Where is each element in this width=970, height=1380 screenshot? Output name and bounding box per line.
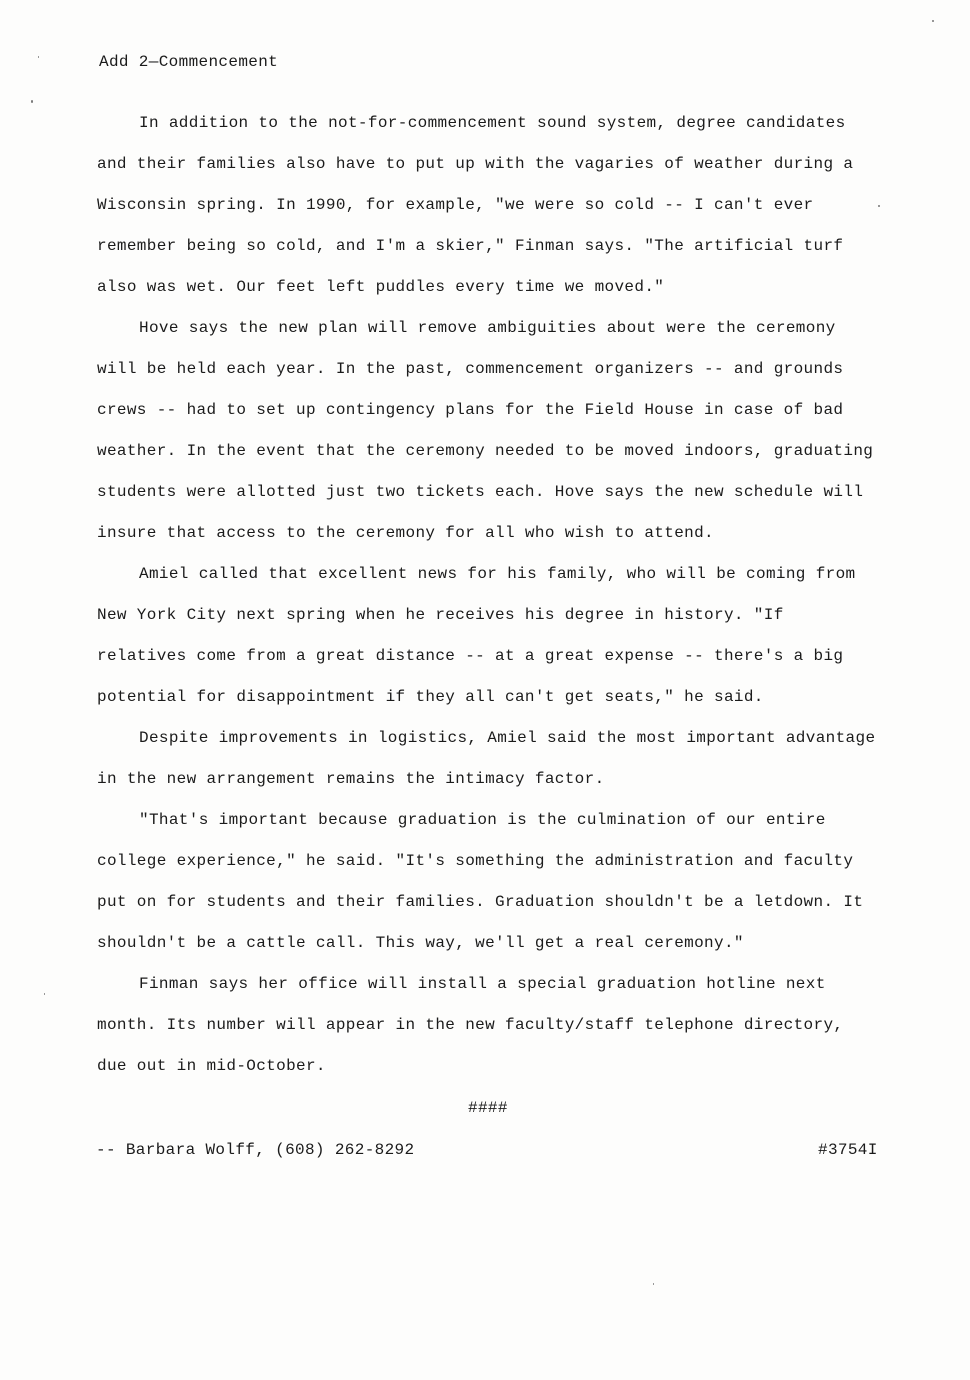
scan-speck	[31, 100, 33, 103]
page-header: Add 2—Commencement	[99, 53, 279, 71]
text-line: crews -- had to set up contingency plans for the Field House in case of bad	[97, 401, 844, 419]
text-line: due out in mid-October.	[97, 1057, 326, 1075]
text-line: In addition to the not-for-commencement sound system, degree candidates	[139, 114, 846, 132]
text-line: weather. In the event that the ceremony needed to be moved indoors, graduating	[97, 442, 874, 460]
paragraph	[97, 729, 897, 811]
paragraph	[97, 319, 897, 565]
paragraph	[97, 975, 897, 1098]
paragraph	[97, 114, 897, 319]
paragraph	[97, 565, 897, 729]
text-line: shouldn't be a cattle call. This way, we'll get a real ceremony."	[97, 934, 744, 952]
text-line: "That's important because graduation is the culmination of our entire	[139, 811, 826, 829]
text-line: Amiel called that excellent news for his family, who will be coming from	[139, 565, 856, 583]
text-line: students were allotted just two tickets each. Hove says the new schedule will	[97, 483, 864, 501]
scan-speck	[38, 56, 39, 58]
text-line: Hove says the new plan will remove ambiguities about were the ceremony	[139, 319, 836, 337]
text-line: Finman says her office will install a special graduation hotline next	[139, 975, 826, 993]
scan-speck	[932, 20, 934, 22]
text-line: and their families also have to put up with the vagaries of weather during a	[97, 155, 854, 173]
author-byline: -- Barbara Wolff, (608) 262-8292	[96, 1141, 415, 1159]
scan-speck	[878, 205, 880, 207]
text-line: college experience," he said. "It's something the administration and faculty	[97, 852, 854, 870]
text-line: Despite improvements in logistics, Amiel said the most important advantage	[139, 729, 876, 747]
text-line: remember being so cold, and I'm a skier," Finman says. "The artificial turf	[97, 237, 844, 255]
scan-speck	[653, 1283, 654, 1285]
scan-speck	[44, 993, 45, 995]
paragraph	[97, 811, 897, 975]
document-number: #3754I	[818, 1141, 878, 1159]
text-line: insure that access to the ceremony for all who wish to attend.	[97, 524, 714, 542]
text-line: will be held each year. In the past, commencement organizers -- and grounds	[97, 360, 844, 378]
text-line: month. Its number will appear in the new faculty/staff telephone directory,	[97, 1016, 844, 1034]
text-line: also was wet. Our feet left puddles every time we moved."	[97, 278, 665, 296]
text-line: New York City next spring when he receives his degree in history. "If	[97, 606, 784, 624]
article-body	[97, 114, 897, 1098]
text-line: put on for students and their families. Graduation shouldn't be a letdown. It	[97, 893, 864, 911]
text-line: Wisconsin spring. In 1990, for example, "we were so cold -- I can't ever	[97, 196, 814, 214]
text-line: potential for disappointment if they all can't get seats," he said.	[97, 688, 764, 706]
text-line: relatives come from a great distance -- at a great expense -- there's a big	[97, 647, 844, 665]
end-mark: ####	[468, 1099, 508, 1117]
text-line: in the new arrangement remains the intimacy factor.	[97, 770, 605, 788]
